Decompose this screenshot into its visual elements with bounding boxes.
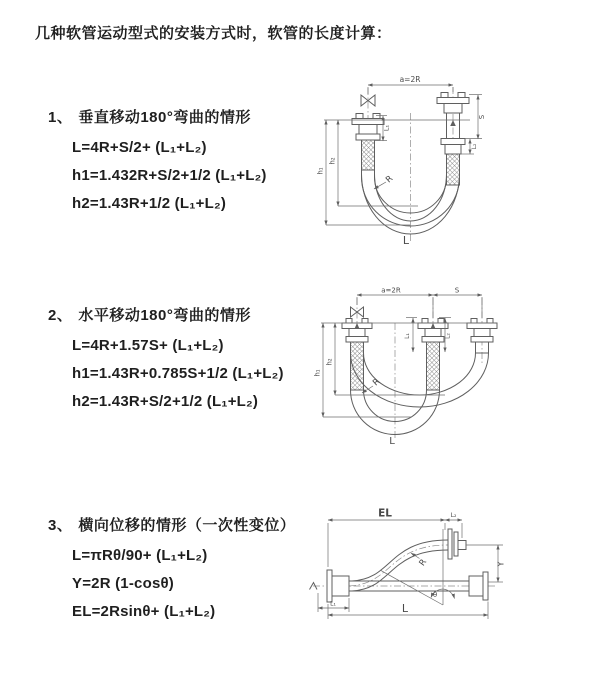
dim-label-length: L xyxy=(402,234,410,247)
diagram-vertical-movement xyxy=(312,68,597,260)
section-3 xyxy=(48,514,295,626)
dimensions xyxy=(314,287,496,448)
dim-label-r: R xyxy=(384,173,396,186)
dim-label-a2r: a=2R xyxy=(399,75,421,84)
dim-label-r: R xyxy=(417,557,430,569)
braided-hose-right xyxy=(447,154,460,185)
centerlines xyxy=(368,87,453,241)
section-1 xyxy=(48,106,267,218)
section-2-formulas xyxy=(72,332,284,416)
right-pipe-flange xyxy=(437,93,469,186)
leader-arrow xyxy=(450,120,456,126)
angle-construction xyxy=(380,529,455,605)
dim-label-h2: h₂ xyxy=(328,157,337,165)
braided-hose-middle xyxy=(427,342,440,390)
right-pipe-flange xyxy=(467,319,497,354)
section-2 xyxy=(48,304,284,416)
section-1-number: 1、 xyxy=(48,109,73,126)
left-pipe-flange xyxy=(342,319,372,391)
section-3-number: 3、 xyxy=(48,517,73,534)
dim-label-l1: L₁ xyxy=(330,600,336,608)
dim-label-length: L xyxy=(389,436,395,447)
section-3-formulas xyxy=(72,542,295,626)
dim-label-s: S xyxy=(478,114,486,120)
dim-label-s: S xyxy=(454,286,460,295)
formula-h2: h2=1.43R+1/2 (L₁+L₂) xyxy=(72,195,227,212)
section-2-title: 水平移动180°弯曲的情形 xyxy=(78,307,251,324)
formula-L: L=πRθ/90+ (L₁+L₂) xyxy=(72,547,208,564)
formula-L: L=4R+1.57S+ (L₁+L₂) xyxy=(72,337,224,354)
dim-label-el: EL xyxy=(378,507,392,520)
formula-h2: h2=1.43R+S/2+1/2 (L₁+L₂) xyxy=(72,393,259,410)
dim-label-h2: h₂ xyxy=(325,358,334,366)
diagram-lateral-displacement xyxy=(305,505,595,653)
section-3-title: 横向位移的情形（一次性变位） xyxy=(78,517,296,534)
formula-h1: h1=1.43R+0.785S+1/2 (L₁+L₂) xyxy=(72,365,284,382)
dim-label-theta: θ xyxy=(432,591,438,599)
formula-h1: h1=1.432R+S/2+1/2 (L₁+L₂) xyxy=(72,167,267,184)
formula-Y: Y=2R (1-cosθ) xyxy=(72,575,174,592)
dimensions xyxy=(318,508,506,620)
braided-hose-left xyxy=(362,140,375,170)
section-3-heading xyxy=(48,514,295,535)
left-flange xyxy=(327,570,349,602)
section-2-heading xyxy=(48,304,284,325)
dim-label-l1: L₁ xyxy=(382,124,391,132)
dim-label-y: Y xyxy=(496,561,506,567)
left-pipe-flange xyxy=(352,114,384,171)
dim-label-r: R xyxy=(371,376,383,389)
u-bend-hose xyxy=(351,353,489,435)
dim-label-l2: L₂ xyxy=(471,143,478,150)
formula-EL: EL=2Rsinθ+ (L₁+L₂) xyxy=(72,603,216,620)
dim-label-l2: L₂ xyxy=(450,512,457,519)
section-1-heading xyxy=(48,106,267,127)
diagram-horizontal-movement xyxy=(312,283,597,453)
dim-label-h1: h₁ xyxy=(316,167,325,175)
section-2-number: 2、 xyxy=(48,307,73,324)
dim-label-l2: L₂ xyxy=(444,333,452,339)
dim-label-length: L xyxy=(401,602,409,615)
section-1-title: 垂直移动180°弯曲的情形 xyxy=(78,109,251,126)
middle-pipe-flange xyxy=(418,319,448,391)
section-1-formulas xyxy=(72,134,267,218)
dim-label-l1: L₁ xyxy=(404,333,411,339)
page-title: 几种软管运动型式的安装方式时，软管的长度计算： xyxy=(35,25,392,42)
dim-label-a2r: a=2R xyxy=(381,286,401,295)
formula-L: L=4R+S/2+ (L₁+L₂) xyxy=(72,139,207,156)
dim-label-h1: h₁ xyxy=(313,369,322,377)
